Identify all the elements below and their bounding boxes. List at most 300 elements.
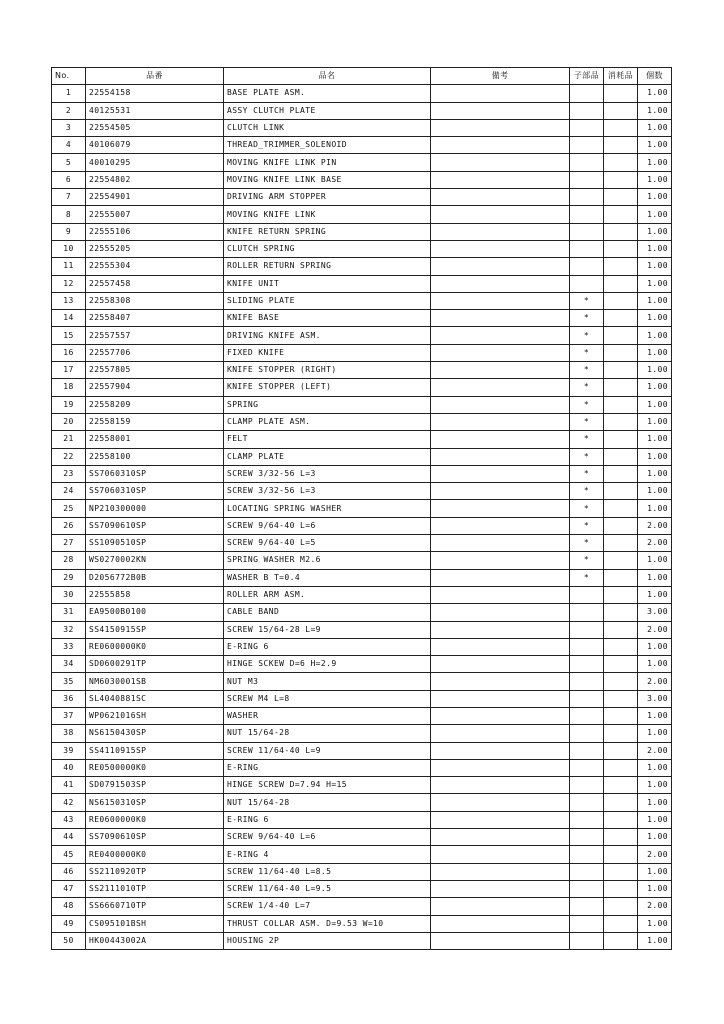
quantity: 1.00 — [638, 275, 672, 292]
sub-part-mark: * — [570, 344, 604, 361]
quantity: 1.00 — [638, 206, 672, 223]
part-name: MOVING KNIFE LINK PIN — [224, 154, 431, 171]
sub-part-mark — [570, 673, 604, 690]
table-row — [52, 552, 672, 569]
part-number: 40106079 — [86, 137, 224, 154]
row-number: 1 — [52, 85, 86, 102]
remarks-cell — [431, 310, 570, 327]
part-number: SD0791503SP — [86, 777, 224, 794]
consumable-mark — [604, 811, 638, 828]
part-number: 22555858 — [86, 586, 224, 603]
row-number: 8 — [52, 206, 86, 223]
table-row — [52, 258, 672, 275]
row-number: 25 — [52, 500, 86, 517]
sub-part-mark — [570, 206, 604, 223]
consumable-mark — [604, 932, 638, 949]
sub-part-mark — [570, 707, 604, 724]
sub-part-mark: * — [570, 569, 604, 586]
part-name: KNIFE STOPPER (LEFT) — [224, 379, 431, 396]
sub-part-mark — [570, 85, 604, 102]
sub-part-mark: * — [570, 396, 604, 413]
quantity: 2.00 — [638, 673, 672, 690]
quantity: 1.00 — [638, 379, 672, 396]
quantity: 1.00 — [638, 310, 672, 327]
header-part-number: 品番 — [86, 68, 224, 85]
sub-part-mark — [570, 604, 604, 621]
sub-part-mark — [570, 586, 604, 603]
sub-part-mark: * — [570, 483, 604, 500]
row-number: 5 — [52, 154, 86, 171]
remarks-cell — [431, 362, 570, 379]
part-number: SS4150915SP — [86, 621, 224, 638]
sub-part-mark: * — [570, 362, 604, 379]
quantity: 3.00 — [638, 604, 672, 621]
quantity: 2.00 — [638, 517, 672, 534]
table-row — [52, 621, 672, 638]
remarks-cell — [431, 517, 570, 534]
table-body — [52, 85, 672, 950]
table-row — [52, 431, 672, 448]
consumable-mark — [604, 102, 638, 119]
consumable-mark — [604, 240, 638, 257]
consumable-mark — [604, 915, 638, 932]
remarks-cell — [431, 742, 570, 759]
consumable-mark — [604, 863, 638, 880]
remarks-cell — [431, 552, 570, 569]
table-row — [52, 707, 672, 724]
quantity: 1.00 — [638, 413, 672, 430]
row-number: 13 — [52, 292, 86, 309]
sub-part-mark — [570, 759, 604, 776]
part-number: SL4040881SC — [86, 690, 224, 707]
part-name: SCREW 9/64-40 L=6 — [224, 829, 431, 846]
remarks-cell — [431, 240, 570, 257]
table-row — [52, 206, 672, 223]
quantity: 1.00 — [638, 932, 672, 949]
consumable-mark — [604, 794, 638, 811]
row-number: 9 — [52, 223, 86, 240]
part-number: SS1090510SP — [86, 535, 224, 552]
sub-part-mark — [570, 171, 604, 188]
consumable-mark — [604, 413, 638, 430]
header-row — [52, 68, 672, 85]
consumable-mark — [604, 638, 638, 655]
consumable-mark — [604, 154, 638, 171]
remarks-cell — [431, 846, 570, 863]
consumable-mark — [604, 569, 638, 586]
table-row — [52, 725, 672, 742]
remarks-cell — [431, 344, 570, 361]
part-number: SS6660710TP — [86, 898, 224, 915]
row-number: 3 — [52, 119, 86, 136]
quantity: 1.00 — [638, 880, 672, 897]
table-row — [52, 811, 672, 828]
remarks-cell — [431, 604, 570, 621]
sub-part-mark — [570, 656, 604, 673]
consumable-mark — [604, 517, 638, 534]
quantity: 1.00 — [638, 189, 672, 206]
table-row — [52, 932, 672, 949]
sub-part-mark: * — [570, 310, 604, 327]
part-name: WASHER — [224, 707, 431, 724]
row-number: 35 — [52, 673, 86, 690]
part-name: CLAMP PLATE ASM. — [224, 413, 431, 430]
remarks-cell — [431, 483, 570, 500]
row-number: 21 — [52, 431, 86, 448]
quantity: 2.00 — [638, 535, 672, 552]
table-row — [52, 690, 672, 707]
row-number: 6 — [52, 171, 86, 188]
part-number: 22555106 — [86, 223, 224, 240]
sub-part-mark: * — [570, 465, 604, 482]
quantity: 1.00 — [638, 863, 672, 880]
header-sub-part: 子部品 — [570, 68, 604, 85]
table-row — [52, 517, 672, 534]
part-number: 22555205 — [86, 240, 224, 257]
part-name: SCREW M4 L=8 — [224, 690, 431, 707]
consumable-mark — [604, 500, 638, 517]
part-number: SS2111010TP — [86, 880, 224, 897]
consumable-mark — [604, 483, 638, 500]
part-name: DRIVING KNIFE ASM. — [224, 327, 431, 344]
sub-part-mark — [570, 829, 604, 846]
table-row — [52, 310, 672, 327]
part-number: SS4110915SP — [86, 742, 224, 759]
sub-part-mark — [570, 102, 604, 119]
table-row — [52, 448, 672, 465]
quantity: 3.00 — [638, 690, 672, 707]
part-number: 22557805 — [86, 362, 224, 379]
row-number: 49 — [52, 915, 86, 932]
quantity: 1.00 — [638, 119, 672, 136]
quantity: 1.00 — [638, 811, 672, 828]
quantity: 1.00 — [638, 915, 672, 932]
consumable-mark — [604, 362, 638, 379]
remarks-cell — [431, 829, 570, 846]
row-number: 18 — [52, 379, 86, 396]
part-number: RE0600000K0 — [86, 638, 224, 655]
consumable-mark — [604, 275, 638, 292]
row-number: 33 — [52, 638, 86, 655]
remarks-cell — [431, 586, 570, 603]
remarks-cell — [431, 379, 570, 396]
row-number: 40 — [52, 759, 86, 776]
quantity: 1.00 — [638, 327, 672, 344]
table-row — [52, 223, 672, 240]
table-row — [52, 240, 672, 257]
part-name: NUT M3 — [224, 673, 431, 690]
quantity: 1.00 — [638, 794, 672, 811]
row-number: 46 — [52, 863, 86, 880]
part-number: SS7090610SP — [86, 829, 224, 846]
remarks-cell — [431, 621, 570, 638]
quantity: 1.00 — [638, 465, 672, 482]
row-number: 19 — [52, 396, 86, 413]
quantity: 1.00 — [638, 137, 672, 154]
part-name: FIXED KNIFE — [224, 344, 431, 361]
part-number: NP210300000 — [86, 500, 224, 517]
part-name: CLUTCH SPRING — [224, 240, 431, 257]
part-number: EA9500B0100 — [86, 604, 224, 621]
row-number: 20 — [52, 413, 86, 430]
part-number: SS7060310SP — [86, 483, 224, 500]
quantity: 1.00 — [638, 292, 672, 309]
part-number: RE0600000K0 — [86, 811, 224, 828]
table-row — [52, 119, 672, 136]
part-number: 22557458 — [86, 275, 224, 292]
remarks-cell — [431, 880, 570, 897]
remarks-cell — [431, 690, 570, 707]
sub-part-mark — [570, 898, 604, 915]
table-row — [52, 292, 672, 309]
quantity: 1.00 — [638, 829, 672, 846]
row-number: 37 — [52, 707, 86, 724]
table-row — [52, 638, 672, 655]
table-row — [52, 483, 672, 500]
sub-part-mark — [570, 119, 604, 136]
remarks-cell — [431, 500, 570, 517]
sub-part-mark: * — [570, 431, 604, 448]
part-number: 22557904 — [86, 379, 224, 396]
remarks-cell — [431, 673, 570, 690]
row-number: 14 — [52, 310, 86, 327]
part-number: SS2110920TP — [86, 863, 224, 880]
consumable-mark — [604, 759, 638, 776]
quantity: 1.00 — [638, 171, 672, 188]
remarks-cell — [431, 725, 570, 742]
row-number: 16 — [52, 344, 86, 361]
part-name: SCREW 1/4-40 L=7 — [224, 898, 431, 915]
consumable-mark — [604, 119, 638, 136]
remarks-cell — [431, 448, 570, 465]
table-row — [52, 759, 672, 776]
part-number: SS7090610SP — [86, 517, 224, 534]
part-name: KNIFE BASE — [224, 310, 431, 327]
sub-part-mark — [570, 742, 604, 759]
consumable-mark — [604, 673, 638, 690]
row-number: 7 — [52, 189, 86, 206]
part-number: 22558100 — [86, 448, 224, 465]
sub-part-mark: * — [570, 413, 604, 430]
table-row — [52, 275, 672, 292]
sub-part-mark — [570, 811, 604, 828]
part-name: NUT 15/64-28 — [224, 794, 431, 811]
consumable-mark — [604, 777, 638, 794]
header-no: No. — [52, 68, 86, 85]
table-row — [52, 673, 672, 690]
part-name: E-RING 4 — [224, 846, 431, 863]
table-row — [52, 880, 672, 897]
part-number: 22558308 — [86, 292, 224, 309]
part-name: NUT 15/64-28 — [224, 725, 431, 742]
remarks-cell — [431, 171, 570, 188]
row-number: 23 — [52, 465, 86, 482]
part-name: SCREW 11/64-40 L=9.5 — [224, 880, 431, 897]
sub-part-mark — [570, 621, 604, 638]
remarks-cell — [431, 223, 570, 240]
row-number: 39 — [52, 742, 86, 759]
parts-list-table — [51, 67, 672, 950]
part-number: 22554158 — [86, 85, 224, 102]
row-number: 15 — [52, 327, 86, 344]
consumable-mark — [604, 344, 638, 361]
sub-part-mark — [570, 846, 604, 863]
consumable-mark — [604, 535, 638, 552]
consumable-mark — [604, 431, 638, 448]
sub-part-mark: * — [570, 535, 604, 552]
table-row — [52, 362, 672, 379]
part-number: 40125531 — [86, 102, 224, 119]
consumable-mark — [604, 621, 638, 638]
table-row — [52, 915, 672, 932]
table-row — [52, 396, 672, 413]
part-name: SCREW 3/32-56 L=3 — [224, 483, 431, 500]
sub-part-mark: * — [570, 379, 604, 396]
sub-part-mark: * — [570, 552, 604, 569]
sub-part-mark: * — [570, 292, 604, 309]
remarks-cell — [431, 898, 570, 915]
consumable-mark — [604, 880, 638, 897]
quantity: 2.00 — [638, 898, 672, 915]
part-name: WASHER B T=0.4 — [224, 569, 431, 586]
quantity: 2.00 — [638, 742, 672, 759]
consumable-mark — [604, 189, 638, 206]
part-number: 22557706 — [86, 344, 224, 361]
consumable-mark — [604, 85, 638, 102]
part-number: 22554802 — [86, 171, 224, 188]
remarks-cell — [431, 656, 570, 673]
part-number: WS0270002KN — [86, 552, 224, 569]
quantity: 1.00 — [638, 707, 672, 724]
remarks-cell — [431, 292, 570, 309]
remarks-cell — [431, 258, 570, 275]
table-row — [52, 137, 672, 154]
part-number: NM6030001SB — [86, 673, 224, 690]
row-number: 45 — [52, 846, 86, 863]
row-number: 32 — [52, 621, 86, 638]
consumable-mark — [604, 604, 638, 621]
part-number: SD0600291TP — [86, 656, 224, 673]
quantity: 1.00 — [638, 223, 672, 240]
remarks-cell — [431, 396, 570, 413]
header-consumable: 消耗品 — [604, 68, 638, 85]
table-row — [52, 898, 672, 915]
consumable-mark — [604, 829, 638, 846]
quantity: 1.00 — [638, 448, 672, 465]
row-number: 38 — [52, 725, 86, 742]
part-name: E-RING 6 — [224, 811, 431, 828]
remarks-cell — [431, 707, 570, 724]
remarks-cell — [431, 189, 570, 206]
part-name: SCREW 3/32-56 L=3 — [224, 465, 431, 482]
table-row — [52, 742, 672, 759]
sub-part-mark — [570, 725, 604, 742]
part-number: 22558209 — [86, 396, 224, 413]
remarks-cell — [431, 206, 570, 223]
quantity: 1.00 — [638, 725, 672, 742]
consumable-mark — [604, 707, 638, 724]
remarks-cell — [431, 777, 570, 794]
part-name: THRUST COLLAR ASM. D=9.53 W=10 — [224, 915, 431, 932]
consumable-mark — [604, 379, 638, 396]
consumable-mark — [604, 396, 638, 413]
part-name: SCREW 9/64-40 L=5 — [224, 535, 431, 552]
consumable-mark — [604, 725, 638, 742]
part-name: MOVING KNIFE LINK — [224, 206, 431, 223]
remarks-cell — [431, 327, 570, 344]
table-row — [52, 829, 672, 846]
part-name: THREAD_TRIMMER_SOLENOID — [224, 137, 431, 154]
consumable-mark — [604, 171, 638, 188]
table-row — [52, 863, 672, 880]
part-name: LOCATING SPRING WASHER — [224, 500, 431, 517]
remarks-cell — [431, 638, 570, 655]
part-name: DRIVING ARM STOPPER — [224, 189, 431, 206]
sub-part-mark: * — [570, 517, 604, 534]
remarks-cell — [431, 811, 570, 828]
remarks-cell — [431, 759, 570, 776]
remarks-cell — [431, 275, 570, 292]
part-number: 22555304 — [86, 258, 224, 275]
consumable-mark — [604, 552, 638, 569]
part-name: E-RING 6 — [224, 638, 431, 655]
remarks-cell — [431, 431, 570, 448]
sub-part-mark — [570, 189, 604, 206]
table-row — [52, 569, 672, 586]
row-number: 17 — [52, 362, 86, 379]
sub-part-mark — [570, 223, 604, 240]
row-number: 4 — [52, 137, 86, 154]
quantity: 1.00 — [638, 569, 672, 586]
quantity: 1.00 — [638, 777, 672, 794]
part-number: D2056772B0B — [86, 569, 224, 586]
part-name: SCREW 11/64-40 L=8.5 — [224, 863, 431, 880]
quantity: 1.00 — [638, 656, 672, 673]
sub-part-mark — [570, 915, 604, 932]
consumable-mark — [604, 223, 638, 240]
consumable-mark — [604, 258, 638, 275]
sub-part-mark — [570, 932, 604, 949]
row-number: 2 — [52, 102, 86, 119]
table-row — [52, 85, 672, 102]
sub-part-mark — [570, 258, 604, 275]
remarks-cell — [431, 465, 570, 482]
part-name: KNIFE UNIT — [224, 275, 431, 292]
sub-part-mark — [570, 154, 604, 171]
quantity: 1.00 — [638, 552, 672, 569]
header-remarks: 備考 — [431, 68, 570, 85]
consumable-mark — [604, 310, 638, 327]
part-number: SS7060310SP — [86, 465, 224, 482]
remarks-cell — [431, 413, 570, 430]
part-name: SPRING — [224, 396, 431, 413]
header-part-name: 品名 — [224, 68, 431, 85]
table-row — [52, 413, 672, 430]
part-name: HINGE SCREW D=7.94 H=15 — [224, 777, 431, 794]
quantity: 1.00 — [638, 258, 672, 275]
row-number: 43 — [52, 811, 86, 828]
table-row — [52, 777, 672, 794]
row-number: 28 — [52, 552, 86, 569]
table-row — [52, 535, 672, 552]
part-name: CLUTCH LINK — [224, 119, 431, 136]
row-number: 50 — [52, 932, 86, 949]
part-name: HOUSING 2P — [224, 932, 431, 949]
consumable-mark — [604, 465, 638, 482]
remarks-cell — [431, 915, 570, 932]
part-number: 22558407 — [86, 310, 224, 327]
part-name: SCREW 15/64-28 L=9 — [224, 621, 431, 638]
